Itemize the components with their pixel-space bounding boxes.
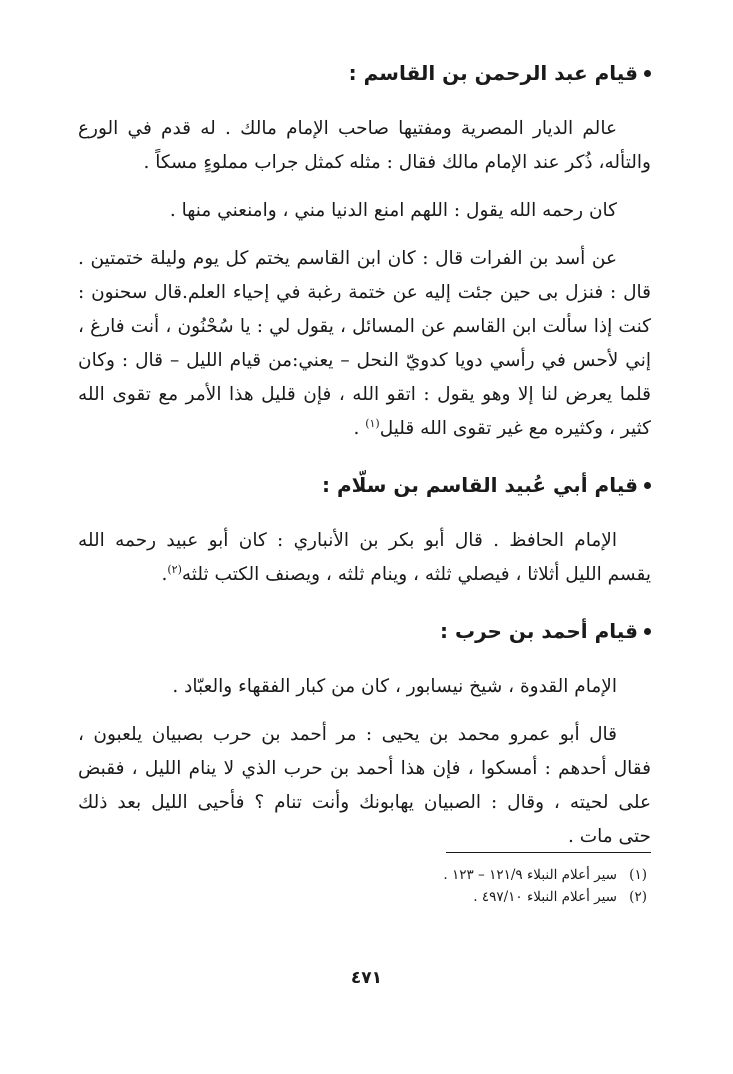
- section-heading: [78, 606, 651, 656]
- text-line: قلما يعرض لنا إلا وهو يقول : اتقو الله ، فإن قليل هذا الأمر مع تقوى الله: [78, 384, 651, 405]
- bullet-icon: [644, 628, 651, 635]
- text-line: كنت إذا سألت ابن القاسم عن المسائل ، يقول لي : يا سُحْنُون ، أنت فارغ ،: [78, 316, 651, 337]
- bullet-icon: [644, 482, 651, 489]
- text-line: قال : فنزل بى حين جئت إليه عن ختمة رغبة في إحياء العلم.قال سحنون :: [78, 282, 651, 303]
- footnote-item: [443, 886, 647, 908]
- text-line-tail: .: [161, 564, 168, 585]
- text-line: الإمام القدوة ، شيخ نيسابور ، كان من كبار الفقهاء والعبّاد .: [172, 676, 617, 697]
- section-heading-text: قيام عبد الرحمن بن القاسم :: [348, 61, 638, 85]
- footnotes: [443, 864, 647, 908]
- text-line: على لحيته ، وقال : الصبيان يهابونك وأنت تنام ؟ فأحيى الليل بعد ذلك: [78, 792, 651, 813]
- page-body: [78, 48, 651, 854]
- paragraph: [78, 524, 651, 592]
- text-line: كان رحمه الله يقول : اللهم امنع الدنيا مني ، وامنعني منها .: [169, 200, 617, 221]
- text-line: عالم الديار المصرية ومفتيها صاحب الإمام مالك . له قدم في الورع: [78, 118, 617, 139]
- section-heading-text: قيام أحمد بن حرب :: [440, 619, 638, 643]
- bullet-icon: [644, 70, 651, 77]
- paragraph: [78, 112, 651, 180]
- footnote-item: [443, 864, 647, 886]
- text-line: عن أسد بن الفرات قال : كان ابن القاسم يختم كل يوم وليلة ختمتين .: [78, 248, 617, 269]
- section-heading: [78, 460, 651, 510]
- footnote-text: سير أعلام النبلاء ٤٩٧/١٠ .: [473, 889, 617, 905]
- section-heading-text: قيام أبي عُبيد القاسم بن سلّام :: [322, 473, 638, 497]
- text-line: والتأله، ذُكر عند الإمام مالك فقال : مثله كمثل جراب مملوءٍ مسكاً .: [143, 152, 651, 173]
- footnote-number: (١): [629, 867, 647, 883]
- page-number: ٤٧١: [350, 968, 383, 988]
- footnote-divider: [446, 852, 651, 853]
- section-heading: [78, 48, 651, 98]
- paragraph: [78, 718, 651, 854]
- text-line: [78, 412, 651, 446]
- text-line: الإمام الحافظ . قال أبو بكر بن الأنباري : كان أبو عبيد رحمه الله: [78, 530, 617, 551]
- text-line: [78, 558, 651, 592]
- text-line: فقال أحدهم : أمسكوا ، فإن هذا أحمد بن حرب الذي لا ينام الليل ، فقبض: [78, 758, 651, 779]
- text-line-content: يقسم الليل أثلاثا ، فيصلي ثلثه ، وينام ثلثه ، ويصنف الكتب ثلثه: [181, 564, 651, 585]
- footnote-ref[interactable]: (٢): [167, 562, 182, 576]
- text-line-content: كثير ، وكثيره مع غير تقوى الله قليل: [379, 418, 651, 439]
- paragraph: [78, 194, 651, 228]
- text-line: حتى مات .: [567, 826, 651, 847]
- footnote-ref[interactable]: (١): [365, 416, 380, 430]
- footnote-number: (٢): [629, 889, 647, 905]
- paragraph: [78, 242, 651, 446]
- paragraph: [78, 670, 651, 704]
- footnote-text: سير أعلام النبلاء ١٢١/٩ – ١٢٣ .: [443, 867, 617, 883]
- text-line-tail: .: [353, 418, 366, 439]
- text-line: إني لأحس في رأسي دويا كدويّ النحل – يعني:من قيام الليل – قال : وكان: [78, 350, 651, 371]
- text-line: قال أبو عمرو محمد بن يحيى : مر أحمد بن حرب بصبيان يلعبون ،: [78, 724, 617, 745]
